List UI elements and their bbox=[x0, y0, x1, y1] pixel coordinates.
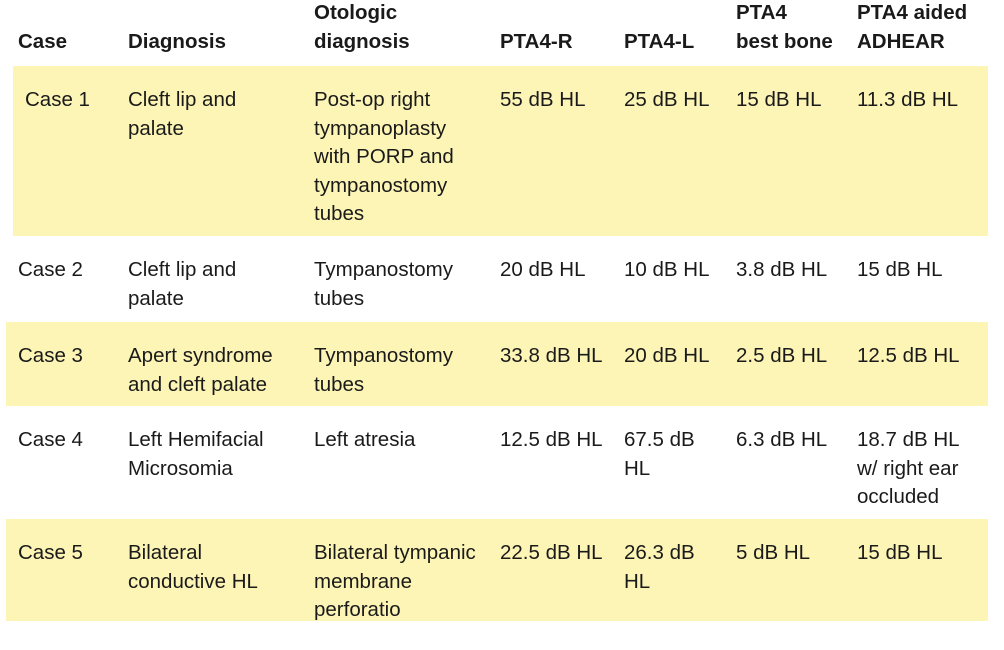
cell-pta4-l: 67.5 dB HL bbox=[624, 428, 695, 480]
cell-pta4-aided-adhear: 12.5 dB HL bbox=[857, 344, 960, 367]
cell-pta4-r: 33.8 dB HL bbox=[500, 344, 603, 367]
cell-otologic-diagnosis: Tympanostomy tubes bbox=[314, 344, 453, 396]
cell-diagnosis: Cleft lip and palate bbox=[128, 88, 237, 140]
table-row bbox=[6, 519, 988, 621]
cell-case: Case 1 bbox=[25, 88, 90, 111]
cell-case: Case 5 bbox=[18, 541, 83, 564]
column-header-otologic-diagnosis: Otologic diagnosis bbox=[314, 1, 410, 53]
cell-case: Case 3 bbox=[18, 344, 83, 367]
cell-pta4-r: 20 dB HL bbox=[500, 258, 586, 281]
cell-otologic-diagnosis: Post-op right tympanoplasty with PORP and tympanostomy tubes bbox=[314, 88, 454, 225]
cell-pta4-l: 20 dB HL bbox=[624, 344, 710, 367]
cell-diagnosis: Left Hemifacial Microsomia bbox=[128, 428, 264, 480]
cell-pta4-best-bone: 5 dB HL bbox=[736, 541, 811, 564]
cell-pta4-l: 26.3 dB HL bbox=[624, 541, 695, 593]
cell-pta4-l: 25 dB HL bbox=[624, 88, 710, 111]
cell-pta4-r: 55 dB HL bbox=[500, 88, 586, 111]
table-row bbox=[6, 322, 988, 406]
column-header-pta4-best-bone: PTA4 best bone bbox=[736, 1, 833, 53]
cell-otologic-diagnosis: Bilateral tympanic membrane perforatio bbox=[314, 541, 476, 621]
column-header-pta4-r: PTA4-R bbox=[500, 29, 573, 53]
cell-pta4-aided-adhear: 18.7 dB HL w/ right ear occluded bbox=[857, 428, 960, 508]
cell-pta4-best-bone: 2.5 dB HL bbox=[736, 344, 828, 367]
cell-pta4-aided-adhear: 15 dB HL bbox=[857, 258, 943, 281]
cell-case: Case 2 bbox=[18, 258, 83, 281]
cell-diagnosis: Bilateral conductive HL bbox=[128, 541, 258, 593]
data-table bbox=[6, 0, 988, 621]
column-header-diagnosis: Diagnosis bbox=[128, 29, 226, 53]
cell-otologic-diagnosis: Tympanostomy tubes bbox=[314, 258, 453, 310]
table-row bbox=[6, 236, 988, 322]
table-header-row bbox=[6, 0, 988, 66]
cell-otologic-diagnosis: Left atresia bbox=[314, 428, 416, 451]
table-row bbox=[6, 406, 988, 519]
cell-case: Case 4 bbox=[18, 428, 83, 451]
cell-pta4-l: 10 dB HL bbox=[624, 258, 710, 281]
cell-diagnosis: Apert syndrome and cleft palate bbox=[128, 344, 273, 396]
cell-pta4-r: 12.5 dB HL bbox=[500, 428, 603, 451]
column-header-case: Case bbox=[18, 29, 68, 53]
cell-pta4-best-bone: 15 dB HL bbox=[736, 88, 822, 111]
cell-pta4-best-bone: 6.3 dB HL bbox=[736, 428, 828, 451]
cell-pta4-aided-adhear: 15 dB HL bbox=[857, 541, 943, 564]
cell-pta4-aided-adhear: 11.3 dB HL bbox=[857, 88, 959, 111]
cell-pta4-r: 22.5 dB HL bbox=[500, 541, 603, 564]
column-header-pta4-l: PTA4-L bbox=[624, 29, 695, 53]
table-row bbox=[13, 66, 988, 236]
cell-diagnosis: Cleft lip and palate bbox=[128, 258, 237, 310]
cell-pta4-best-bone: 3.8 dB HL bbox=[736, 258, 828, 281]
column-header-pta4-aided-adhear: PTA4 aided ADHEAR bbox=[857, 1, 968, 53]
